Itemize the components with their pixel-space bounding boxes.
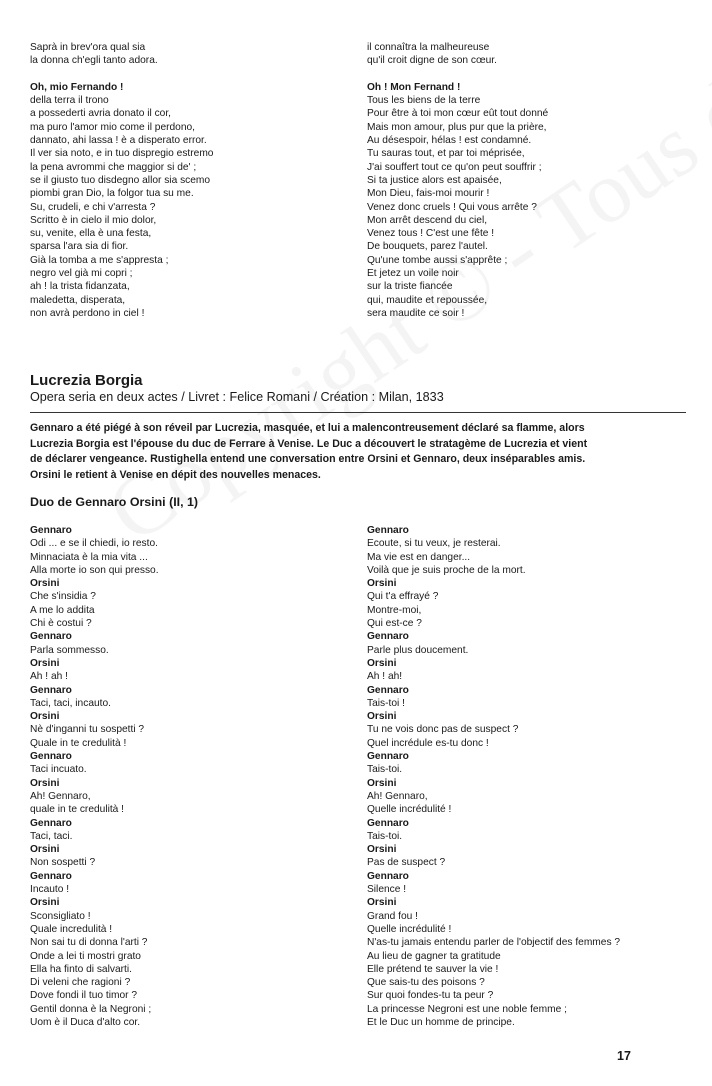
verse-line: Pas de suspect ? [367,857,446,869]
verse-line: Ah ! ah! [367,671,403,683]
verse-line: Mais mon amour, plus pur que la prière, [367,121,547,133]
verse-line: Et jetez un voile noir [367,268,459,280]
verse-line: Non sospetti ? [30,857,96,869]
speaker-name: Orsini [367,844,397,856]
verse-line: ma puro l'amor mio come il perdono, [30,121,196,133]
verse-line: dannato, ahi lassa ! è a disperato error. [30,135,207,147]
blank-line [30,68,350,81]
verse-line: a possederti avria donato il cor, [30,108,172,120]
verse-line: Ecoute, si tu veux, je resterai. [367,538,501,550]
verse-line: Mon arrêt descend du ciel, [367,214,488,226]
speaker-name: Gennaro [367,817,409,829]
page-number: 17 [617,1049,631,1063]
verse-line: sur la triste fiancée [367,281,453,293]
verse-line: N'as-tu jamais entendu parler de l'objectif des femmes ? [367,937,621,949]
verse-line: maledetta, disperata, [30,294,126,306]
verse-line: A me lo addita [30,604,95,616]
plot-summary [30,421,690,483]
verse-line: se il giusto tuo disdegno allor sia scemo [30,174,211,186]
top-french-column [367,41,697,320]
verse-line: Quelle incrédulité ! [367,923,452,935]
verse-line: Taci, taci, incauto. [30,697,111,709]
verse-line: Dove fondi il tuo timor ? [30,990,138,1002]
verse-line: Non sai tu di donna l'arti ? [30,937,148,949]
verse-line: Sconsigliato ! [30,910,91,922]
verse-line: Quel incrédule es-tu donc ! [367,737,489,749]
verse-line: Su, crudeli, e chi v'arresta ? [30,201,156,213]
speaker-name: Orsini [367,711,397,723]
verse-line: Que sais-tu des poisons ? [367,977,485,989]
speaker-name: Gennaro [30,684,72,696]
verse-line: Ah! Gennaro, [367,790,428,802]
verse-line: Au lieu de gagner ta gratitude [367,950,501,962]
verse-line: Tu sauras tout, et par toi méprisée, [367,148,525,160]
verse-line: qu'il croit digne de son cœur. [367,55,497,67]
speaker-name: Orsini [30,711,60,723]
verse-line: Si ta justice alors est apaisée, [367,174,502,186]
verse-line: Scritto è in cielo il mio dolor, [30,214,157,226]
speaker-name: Orsini [30,578,60,590]
speaker-name: Orsini [30,844,60,856]
speaker-name: Orsini [367,578,397,590]
verse-line: la pena avrommi che maggior si de' ; [30,161,197,173]
duo-title: Duo de Gennaro Orsini (II, 1) [30,495,198,509]
verse-line: Qui est-ce ? [367,618,422,630]
verse-line: su, venite, ella è una festa, [30,228,152,240]
summary-line: de déclarer vengeance. Rustighella entend une conversation entre Orsini et Gennaro, deux inséparables amis. [30,453,586,466]
verse-line: Ah ! ah ! [30,671,68,683]
speaker-name: Orsini [367,657,397,669]
verse-line: ah ! la trista fidanzata, [30,281,130,293]
speaker-name: Oh, mio Fernando ! [30,81,124,93]
verse-line: Tous les biens de la terre [367,95,481,107]
verse-line: Parle plus doucement. [367,644,469,656]
verse-line: Qui t'a effrayé ? [367,591,439,603]
speaker-name: Orsini [30,657,60,669]
top-italian-column [30,41,350,320]
verse-line: Tais-toi ! [367,697,405,709]
verse-line: Nè d'inganni tu sospetti ? [30,724,145,736]
speaker-name: Orsini [30,777,60,789]
speaker-name: Gennaro [30,631,72,643]
verse-line: della terra il trono [30,95,109,107]
verse-line: non avrà perdono in ciel ! [30,307,145,319]
verse-line: Au désespoir, hélas ! est condamné. [367,135,532,147]
verse-line: Quale in te credulità ! [30,737,127,749]
verse-line: J'ai souffert tout ce qu'on peut souffrir ; [367,161,542,173]
speaker-name: Gennaro [30,525,72,536]
verse-line: Montre-moi, [367,604,422,616]
verse-line: la donna ch'egli tanto adora. [30,55,158,67]
verse-line: Di veleni che ragioni ? [30,977,131,989]
verse-line: Alla morte io son qui presso. [30,564,159,576]
speaker-name: Gennaro [367,684,409,696]
verse-line: Qu'une tombe aussi s'apprête ; [367,254,508,266]
verse-line: Uom è il Duca d'alto cor. [30,1016,141,1028]
speaker-name: Orsini [367,777,397,789]
verse-line: Incauto ! [30,884,70,896]
verse-line: Che s'insidia ? [30,591,96,603]
verse-line: piombi gran Dio, la folgor tua su me. [30,188,194,200]
verse-line: Grand fou ! [367,910,418,922]
verse-line: quale in te credulità ! [30,804,125,816]
duo-italian-column [30,524,350,1029]
section-divider [30,412,686,413]
summary-line: Gennaro a été piégé à son réveil par Lucrezia, masquée, et lui a malencontreusement déclaré sa flamme, alors [30,422,585,434]
speaker-name: Gennaro [367,631,409,643]
speaker-name: Gennaro [30,870,72,882]
duo-french-column [367,524,697,1029]
verse-line: Tais-toi. [367,830,403,842]
verse-line: Quale incredulità ! [30,923,113,935]
verse-line: Voilà que je suis proche de la mort. [367,564,526,576]
verse-line: Venez tous ! C'est une fête ! [367,228,495,240]
verse-line: qui, maudite et repoussée, [367,294,488,306]
verse-line: Taci incuato. [30,764,87,776]
speaker-name: Gennaro [30,817,72,829]
verse-line: Quelle incrédulité ! [367,804,452,816]
verse-line: il connaîtra la malheureuse [367,42,490,53]
blank-line [367,68,697,81]
verse-line: Mon Dieu, fais-moi mourir ! [367,188,490,200]
verse-line: Sur quoi fondes-tu ta peur ? [367,990,494,1002]
verse-line: Onde a lei ti mostri grato [30,950,141,962]
verse-line: Minnaciata è la mia vita ... [30,551,148,563]
speaker-name: Gennaro [30,751,72,763]
verse-line: Tu ne vois donc pas de suspect ? [367,724,519,736]
summary-line: Lucrezia Borgia est l'épouse du duc de Ferrare à Venise. Le Duc a découvert le stratagème de Lucrezia et vient [30,437,588,450]
speaker-name: Oh ! Mon Fernand ! [367,81,461,93]
verse-line: Parla sommesso. [30,644,109,656]
verse-line: Il ver sia noto, e in tuo dispregio estremo [30,148,214,160]
verse-line: negro vel già mi copri ; [30,268,133,280]
speaker-name: Orsini [30,897,60,909]
opera-subtitle: Opera seria en deux actes / Livret : Felice Romani / Création : Milan, 1833 [30,390,444,404]
verse-line: De bouquets, parez l'autel. [367,241,488,253]
summary-line: Orsini le retient à Venise en dépit des nouvelles menaces. [30,468,321,481]
verse-line: Odi ... e se il chiedi, io resto. [30,538,158,550]
verse-line: Saprà in brev'ora qual sia [30,42,146,53]
speaker-name: Orsini [367,897,397,909]
verse-line: La princesse Negroni est une noble femme ; [367,1003,567,1015]
speaker-name: Gennaro [367,751,409,763]
verse-line: Ah! Gennaro, [30,790,91,802]
verse-line: Tais-toi. [367,764,403,776]
verse-line: Ma vie est en danger... [367,551,471,563]
opera-title: Lucrezia Borgia [30,372,143,389]
verse-line: Già la tomba a me s'appresta ; [30,254,169,266]
speaker-name: Gennaro [367,870,409,882]
speaker-name: Gennaro [367,525,409,536]
verse-line: Venez donc cruels ! Qui vous arrête ? [367,201,537,213]
verse-line: Ella ha finto di salvarti. [30,963,132,975]
verse-line: sparsa l'ara sia di fior. [30,241,129,253]
verse-line: Gentil donna è la Negroni ; [30,1003,152,1015]
verse-line: Et le Duc un homme de principe. [367,1016,515,1028]
verse-line: sera maudite ce soir ! [367,307,465,319]
verse-line: Chi è costui ? [30,618,92,630]
verse-line: Elle prétend te sauver la vie ! [367,963,499,975]
verse-line: Pour être à toi mon cœur eût tout donné [367,108,549,120]
verse-line: Taci, taci. [30,830,73,842]
verse-line: Silence ! [367,884,407,896]
